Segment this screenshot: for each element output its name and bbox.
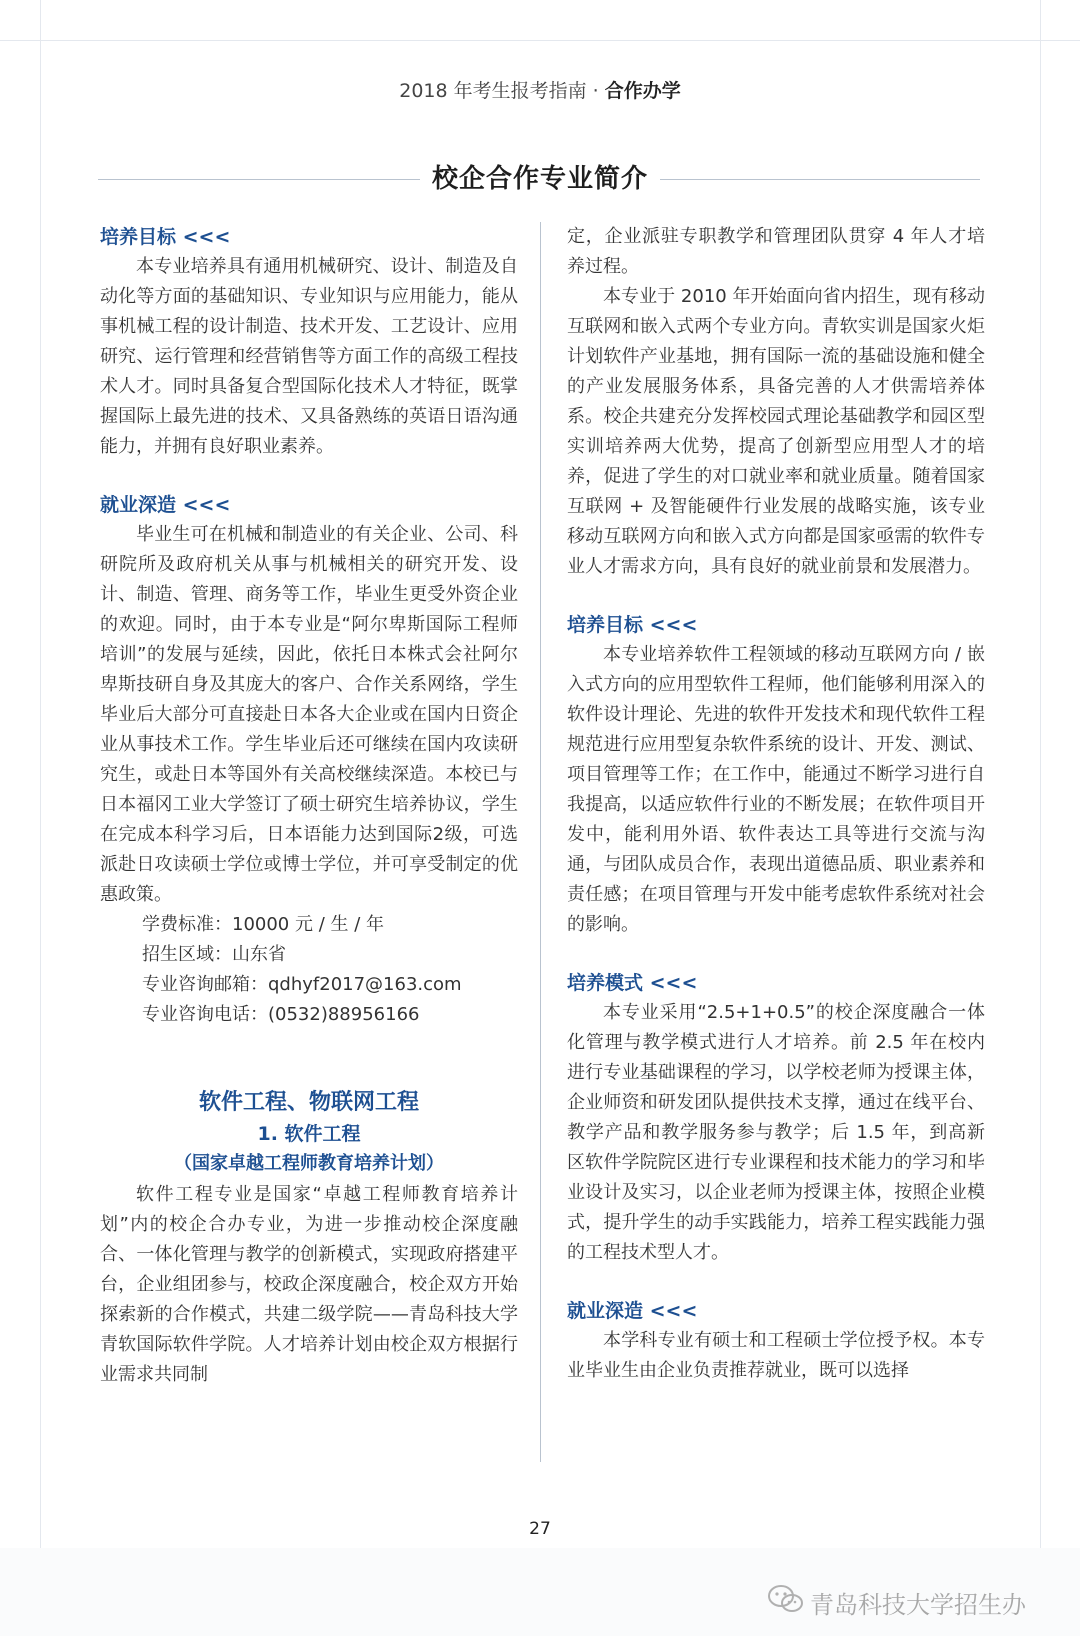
section-heading-training-goal: 培养目标 <<<	[100, 226, 231, 248]
spacer	[100, 1030, 518, 1086]
subsection-title: 软件工程、物联网工程	[198, 1090, 419, 1115]
spacer	[567, 582, 985, 610]
watermark-text: 青岛科技大学招生办	[810, 1590, 1026, 1619]
phone-info: 专业咨询电话：(0532)88956166	[142, 1004, 420, 1025]
email-info: 专业咨询邮箱：qdhyf2017@163.com	[142, 974, 462, 995]
employment-text: 本学科专业有硕士和工程硕士学位授予权。本专业毕业生由企业负责推荐就业，既可以选择	[567, 1330, 985, 1381]
section-heading-employment: 就业深造 <<<	[100, 494, 231, 516]
column-divider	[540, 222, 541, 1462]
wechat-icon	[768, 1584, 804, 1620]
frame-line-left	[40, 0, 41, 1636]
page-number: 27	[529, 1519, 551, 1539]
training-goal-text: 本专业培养具有通用机械研究、设计、制造及自动化等方面的基础知识、专业知识与应用能力，能从事机械工程的设计制造、技术开发、工艺设计、应用研究、运行管理和经营销售等方面工作的高级工程技术人才。同时具备复合型国际化技术人才特征，既掌握国际上最先进的技术、又具备熟练的英语日语沟通能力，并拥有良好职业素养。	[100, 256, 518, 457]
training-mode-text: 本专业采用“2.5+1+0.5”的校企深度融合一体化管理与教学模式进行人才培养。前 2.5 年在校内进行专业基础课程的学习，以学校老师为授课主体，企业师资和研发团队提供技术支撑，通过在线平台、教学产品和教学服务参与教学；后 1.5 年，到高新区软件学院院区进行专业课程和技术能力的学习和毕业设计及实习，以企业老师为授课主体，按照企业模式，提升学生的动手实践能力，培养工程实践能力强的工程技术型人才。	[567, 1002, 985, 1263]
employment-text: 毕业生可在机械和制造业的有关企业、公司、科研院所及政府机关从事与机械相关的研究开发、设计、制造、管理、商务等工作，毕业生更受外资企业的欢迎。同时，由于本专业是“阿尔卑斯国际工程师培训”的发展与延续，因此，依托日本株式会社阿尔卑斯技研自身及其庞大的客户、合作关系网络，学生毕业后大部分可直接赴日本各大企业或在国内日资企业从事技术工作。学生毕业后还可继续在国内攻读研究生，或赴日本等国外有关高校继续深造。本校已与日本福冈工业大学签订了硕士研究生培养协议，学生在完成本科学习后，日本语能力达到国际2级，可选派赴日攻读硕士学位或博士学位，并可享受制定的优惠政策。	[100, 524, 518, 905]
header-section: 合作办学	[604, 80, 681, 102]
left-column	[100, 222, 518, 1390]
frame-line-right	[1040, 0, 1041, 1636]
right-column	[567, 222, 985, 1386]
header-prefix: 2018 年考生报考指南 ·	[399, 80, 605, 102]
section-heading-employment: 就业深造 <<<	[567, 1300, 698, 1322]
frame-line-top	[0, 40, 1080, 41]
continued-text: 定，企业派驻专职教学和管理团队贯穿 4 年人才培养过程。	[567, 226, 985, 277]
software-engineering-intro: 软件工程专业是国家“卓越工程师教育培养计划”内的校企合办专业，为进一步推动校企深度融合、一体化管理与教学的创新模式，实现政府搭建平台，企业组团参与，校政企深度融合，校企双方开始探索新的合作模式，共建二级学院——青岛科技大学青软国际软件学院。人才培养计划由校企双方根据行业需求共同制	[100, 1184, 518, 1385]
page-title	[0, 158, 1080, 195]
program-subtitle: （国家卓越工程师教育培养计划）	[174, 1153, 444, 1174]
region-info: 招生区域：山东省	[142, 944, 286, 965]
account-watermark	[768, 1584, 1026, 1620]
program-title: 1. 软件工程	[257, 1123, 361, 1145]
tuition-info: 学费标准：10000 元 / 生 / 年	[142, 914, 384, 935]
enrollment-text: 本专业于 2010 年开始面向省内招生，现有移动互联网和嵌入式两个专业方向。青软实训是国家火炬计划软件产业基地，拥有国际一流的基础设施和健全的产业发展服务体系，具备完善的人才供需培养体系。校企共建充分发挥校园式理论基础教学和园区型实训培养两大优势，提高了创新型应用型人才的培养，促进了学生的对口就业率和就业质量。随着国家互联网 + 及智能硬件行业发展的战略实施，该专业移动互联网方向和嵌入式方向都是国家亟需的软件专业人才需求方向，具有良好的就业前景和发展潜力。	[567, 286, 985, 577]
page-title-text: 校企合作专业简介	[420, 164, 660, 194]
spacer	[567, 940, 985, 968]
section-heading-training-mode: 培养模式 <<<	[567, 972, 698, 994]
training-goal-text: 本专业培养软件工程领域的移动互联网方向 / 嵌入式方向的应用型软件工程师，他们能够利用深入的软件设计理论、先进的软件开发技术和现代软件工程规范进行应用型复杂软件系统的设计、开发、测试、项目管理等工作；在工作中，能通过不断学习进行自我提高，以适应软件行业的不断发展；在软件项目开发中，能利用外语、软件表达工具等进行交流与沟通，与团队成员合作，表现出道德品质、职业素养和责任感；在项目管理与开发中能考虑软件系统对社会的影响。	[567, 644, 985, 935]
section-heading-training-goal: 培养目标 <<<	[567, 614, 698, 636]
spacer	[567, 1268, 985, 1296]
spacer	[100, 462, 518, 490]
running-header	[0, 76, 1080, 103]
